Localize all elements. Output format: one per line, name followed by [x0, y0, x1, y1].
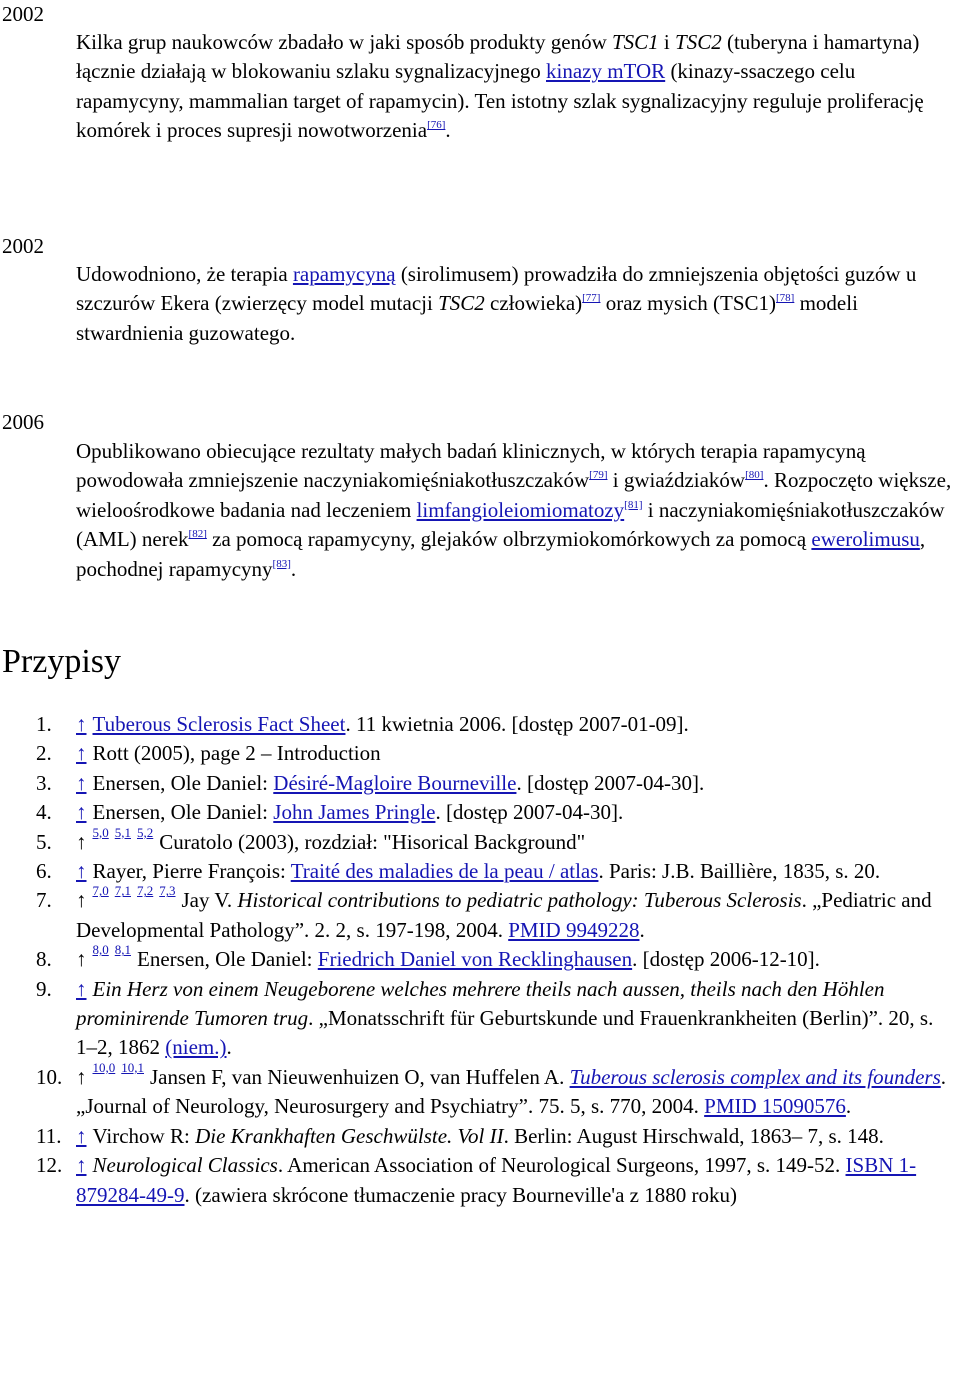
- citation-link[interactable]: [78]: [776, 292, 795, 305]
- backref-link[interactable]: ↑: [76, 800, 87, 825]
- footnote-item: [0, 1151, 950, 1210]
- footnote-number: 2.: [36, 741, 52, 766]
- footnote-number: 12.: [36, 1153, 63, 1178]
- footnote-text: . [dostęp 2006-12-10].: [632, 947, 820, 972]
- section-heading-przypisy: Przypisy: [2, 643, 121, 680]
- footnotes-list: [0, 710, 950, 1210]
- year-label: 2002: [2, 2, 44, 26]
- backref-link[interactable]: 8,1: [114, 942, 131, 958]
- footnote-link[interactable]: PMID 15090576: [704, 1094, 846, 1119]
- backref-link[interactable]: 7,1: [114, 883, 131, 899]
- entry-paragraph: Kilka grup naukowców zbadało w jaki sposób produkty genów TSC1 i TSC2 (tuberyna i hamartyna) łącznie działają w blokowaniu szlaku sygnalizacyjnego kinazy mTOR (kinazy-ssaczego celu rapamycyny, mammalian target of rapamycin). Ten istotny szlak sygnalizacyjny reguluje proliferację komórek i proces supresji nowotworzenia[76].: [76, 30, 924, 143]
- backref-link[interactable]: ↑: [76, 976, 87, 1001]
- backref-link[interactable]: 7,2: [137, 883, 154, 899]
- backref-link[interactable]: 5,2: [137, 824, 154, 840]
- footnote-link[interactable]: [570, 1065, 941, 1089]
- footnote-number: 9.: [36, 976, 52, 1001]
- footnote-item: [0, 942, 950, 974]
- entry-paragraph: Opublikowano obiecujące rezultaty małych badań klinicznych, w których terapia rapamycyną powodowała zmniejszenie naczyniakomięśniakotłuszczaków[79] i gwiaździaków[80]. Rozpoczęto większe, wieloośrodkowe badania nad leczeniem limfangioleiomiomatozy[81] i naczyniakomięśniakotłuszczaków (AML) nerek[82] za pomocą rapamycyny, glejaków olbrzymiokomórkowych za pomocą ewerolimusu, pochodnej rapamycyny[83].: [76, 439, 952, 581]
- footnote-item: [0, 710, 950, 739]
- backref-link[interactable]: ↑: [76, 712, 87, 736]
- year-label: 2006: [2, 410, 44, 434]
- footnote-item: [0, 883, 950, 945]
- footnote-title: Neurological Classics: [92, 1153, 278, 1178]
- citation-link[interactable]: [79]: [589, 469, 608, 482]
- footnote-text: . [dostęp 2007-04-30].: [516, 770, 705, 795]
- footnote-item: [0, 798, 950, 827]
- footnote-item: [0, 857, 950, 886]
- backref-link[interactable]: ↑: [76, 859, 87, 884]
- footnote-link[interactable]: Tuberous Sclerosis Fact Sheet: [92, 712, 346, 736]
- footnote-text: Enersen, Ole Daniel:: [137, 947, 318, 972]
- citation-link[interactable]: [77]: [582, 292, 601, 305]
- footnote-number: 7.: [36, 888, 52, 913]
- footnote-link[interactable]: (niem.): [165, 1035, 227, 1060]
- footnote-text: . Paris: J.B. Baillière, 1835, s. 20.: [598, 859, 881, 884]
- footnote-link[interactable]: John James Pringle: [273, 800, 436, 825]
- footnote-text: . Berlin: August Hirschwald, 1863– 7, s. 148.: [503, 1123, 884, 1148]
- footnote-number: 4.: [36, 800, 52, 825]
- footnote-text: Rayer, Pierre François:: [92, 859, 291, 884]
- footnote-title: Historical contributions to pediatric pathology: Tuberous Sclerosis: [237, 888, 802, 913]
- footnote-text: . „Monatsschrift für Geburtskunde und Frauenkrankheiten (Berlin)”. 20, s. 1–2, 1862: [76, 1006, 934, 1060]
- footnote-text: . (zawiera skrócone tłumaczenie pracy Bourneville'a z 1880 roku): [184, 1182, 737, 1207]
- citation-link[interactable]: [80]: [745, 469, 764, 482]
- footnote-text: . „Journal of Neurology, Neurosurgery and Psychiatry”. 75. 5, s. 770, 2004.: [76, 1064, 947, 1119]
- footnote-text: . „Pediatric and Developmental Pathology”. 2. 2, s. 197-198, 2004.: [76, 888, 932, 942]
- link-ewerolimusu[interactable]: ewerolimusu: [811, 527, 920, 552]
- backref-link[interactable]: ↑: [76, 741, 87, 766]
- footnote-item: [0, 824, 950, 857]
- footnote-number: 1.: [36, 712, 52, 736]
- backref-link[interactable]: ↑: [76, 770, 87, 795]
- footnote-number: 8.: [36, 947, 52, 972]
- footnote-link[interactable]: Traité des maladies de la peau / atlas: [290, 859, 599, 884]
- link-limfangioleiomiomatozy[interactable]: limfangioleiomiomatozy: [416, 497, 625, 522]
- footnote-item: [0, 769, 950, 798]
- footnote-link[interactable]: ISBN 1-879284-49-9: [76, 1153, 917, 1207]
- backref-link[interactable]: 7,3: [159, 883, 176, 899]
- footnote-number: 6.: [36, 859, 52, 884]
- footnote-text: .: [226, 1035, 232, 1060]
- footnote-text: . 11 kwietnia 2006. [dostęp 2007-01-09].: [345, 712, 689, 736]
- footnote-title: Ein Herz von einem Neugeborene welches mehrere theils nach aussen, theils nach den Höhlen prominirende Tumoren trug: [76, 976, 885, 1031]
- footnote-text: Enersen, Ole Daniel:: [92, 800, 274, 825]
- backref-link[interactable]: 10,0: [92, 1059, 116, 1075]
- backref-arrow: ↑: [76, 888, 87, 913]
- backref-link[interactable]: 10,1: [121, 1059, 144, 1075]
- link-kinazy-mtor[interactable]: kinazy mTOR: [546, 59, 666, 84]
- footnote-text: .: [639, 917, 645, 942]
- footnote-link[interactable]: Désiré-Magloire Bourneville: [273, 770, 517, 795]
- footnote-text: .: [845, 1094, 852, 1119]
- footnote-text: Enersen, Ole Daniel:: [92, 770, 274, 795]
- footnote-item: [0, 1059, 950, 1122]
- footnote-number: 11.: [36, 1123, 62, 1148]
- entry-paragraph: Udowodniono, że terapia rapamycyną (sirolimusem) prowadziła do zmniejszenia objętości guzów u szczurów Ekera (zwierzęcy model mutacji TSC2 człowieka)[77] oraz mysich (TSC1)[78] modeli stwardnienia guzowatego.: [76, 262, 917, 345]
- citation-link[interactable]: [83]: [272, 557, 291, 570]
- footnote-number: 5.: [36, 829, 52, 854]
- footnote-text: Jansen F, van Nieuwenhuizen O, van Huffelen A.: [150, 1064, 570, 1089]
- link-rapamycyna[interactable]: rapamycyną: [292, 262, 396, 286]
- citation-link[interactable]: [76]: [427, 119, 446, 132]
- backref-link[interactable]: ↑: [76, 1153, 87, 1178]
- year-label: 2002: [2, 234, 44, 258]
- footnote-link-title: Tuberous sclerosis complex and its founders: [569, 1064, 941, 1089]
- footnote-text: . American Association of Neurological Surgeons, 1997, s. 149-52.: [277, 1153, 846, 1178]
- footnote-link[interactable]: Friedrich Daniel von Recklinghausen: [317, 947, 633, 972]
- footnote-text: Virchow R:: [92, 1123, 196, 1148]
- footnote-text: Curatolo (2003), rozdział: "Hisorical Background": [159, 829, 586, 854]
- citation-link[interactable]: [81]: [624, 498, 643, 511]
- citation-link[interactable]: [82]: [188, 528, 207, 541]
- backref-arrow: ↑: [76, 1064, 87, 1089]
- footnote-link[interactable]: PMID 9949228: [508, 917, 640, 942]
- backref-arrow: ↑: [76, 947, 87, 972]
- footnote-number: 3.: [36, 770, 52, 795]
- footnote-number: 10.: [36, 1064, 63, 1089]
- footnote-item: [0, 975, 950, 1063]
- backref-link[interactable]: ↑: [76, 1123, 87, 1148]
- footnote-item: [0, 1122, 950, 1151]
- footnote-item: [0, 739, 950, 768]
- footnote-title: Die Krankhaften Geschwülste. Vol II: [195, 1123, 504, 1148]
- footnote-text: Jay V.: [181, 888, 238, 913]
- backref-link[interactable]: 5,1: [114, 824, 131, 840]
- backref-link[interactable]: 7,0: [92, 883, 109, 899]
- backref-link[interactable]: 8,0: [92, 942, 109, 958]
- footnote-text: Rott (2005), page 2 – Introduction: [92, 741, 381, 766]
- backref-link[interactable]: 5,0: [92, 824, 109, 840]
- backref-arrow: ↑: [76, 829, 87, 854]
- footnote-text: . [dostęp 2007-04-30].: [435, 800, 624, 825]
